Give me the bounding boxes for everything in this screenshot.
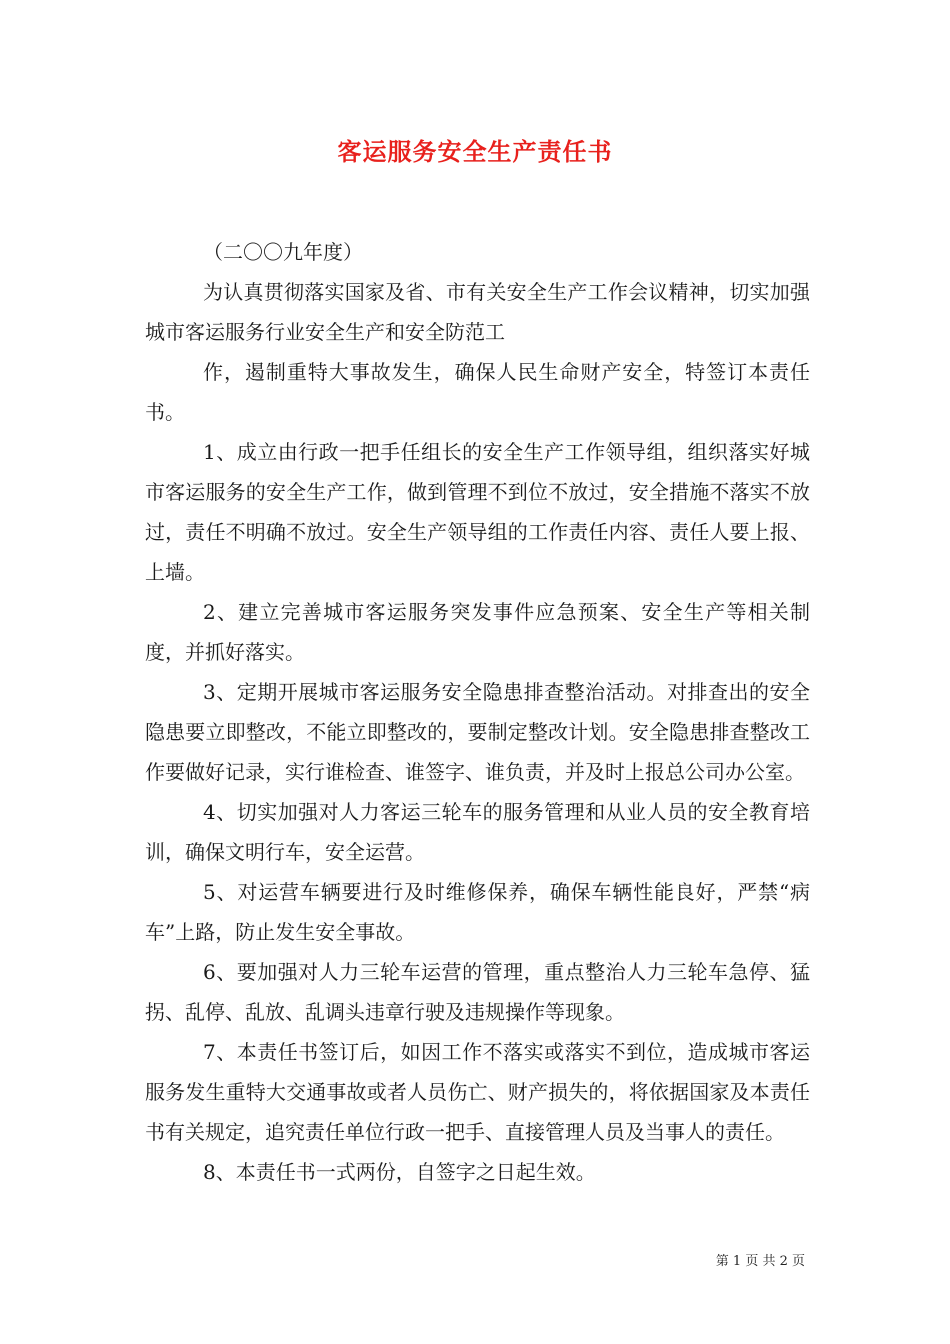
clause-6: 6、要加强对人力三轮车运营的管理，重点整治人力三轮车急停、猛拐、乱停、乱放、乱调头违章行驶及违规操作等现象。 <box>145 960 810 1024</box>
clause-5: 5、对运营车辆要进行及时维修保养，确保车辆性能良好，严禁“病车”上路，防止发生安全事故。 <box>145 880 810 944</box>
year-label: （二〇〇九年度） <box>203 240 363 264</box>
intro-paragraph: 为认真贯彻落实国家及省、市有关安全生产工作会议精神，切实加强城市客运服务行业安全生产和安全防范工 <box>145 280 810 344</box>
clause-7: 7、本责任书签订后，如因工作不落实或落实不到位，造成城市客运服务发生重特大交通事故或者人员伤亡、财产损失的，将依据国家及本责任书有关规定，追究责任单位行政一把手、直接管理人员及当事人的责任。 <box>145 1040 810 1144</box>
page-number-footer: 第 1 页 共 2 页 <box>715 1254 805 1269</box>
document-title: 客运服务安全生产责任书 <box>337 137 613 166</box>
document-body <box>145 232 810 1192</box>
clause-1: 1、成立由行政一把手任组长的安全生产工作领导组，组织落实好城市客运服务的安全生产工作，做到管理不到位不放过，安全措施不落实不放过，责任不明确不放过。安全生产领导组的工作责任内容、责任人要上报、上墙。 <box>145 440 810 584</box>
intro-paragraph-continued: 作，遏制重特大事故发生，确保人民生命财产安全，特签订本责任书。 <box>145 360 810 424</box>
clause-2: 2、建立完善城市客运服务突发事件应急预案、安全生产等相关制度，并抓好落实。 <box>145 600 810 664</box>
clause-3: 3、定期开展城市客运服务安全隐患排查整治活动。对排查出的安全隐患要立即整改，不能立即整改的，要制定整改计划。安全隐患排查整改工作要做好记录，实行谁检查、谁签字、谁负责，并及时上报总公司办公室。 <box>145 680 810 784</box>
clause-4: 4、切实加强对人力客运三轮车的服务管理和从业人员的安全教育培训，确保文明行车，安全运营。 <box>145 800 810 864</box>
clause-8: 8、本责任书一式两份，自签字之日起生效。 <box>203 1160 596 1184</box>
